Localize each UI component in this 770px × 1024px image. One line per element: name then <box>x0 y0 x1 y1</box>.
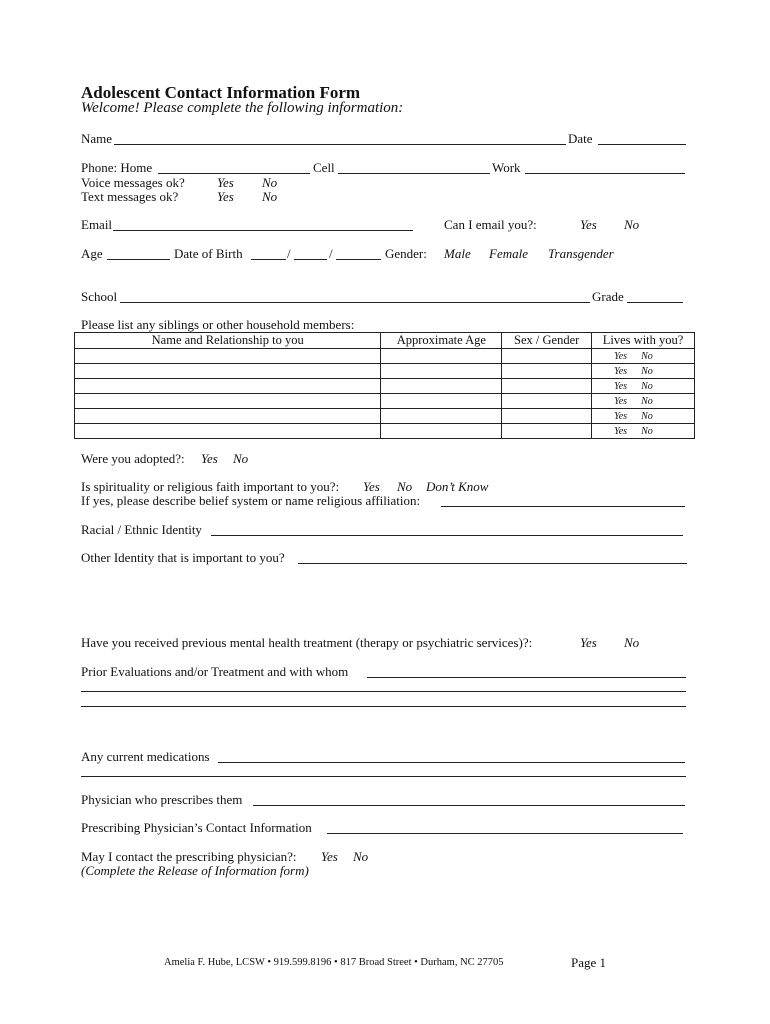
email-no-option[interactable]: No <box>624 217 640 232</box>
form-title: Adolescent Contact Information Form <box>81 83 361 102</box>
other-identity-label: Other Identity that is important to you? <box>81 550 285 565</box>
work-field[interactable] <box>525 173 685 174</box>
grade-field[interactable] <box>627 302 683 303</box>
ethnic-identity-label: Racial / Ethnic Identity <box>81 522 202 537</box>
header-lives-with: Lives with you? <box>592 333 695 349</box>
spirituality-label: Is spirituality or religious faith important to you?: <box>81 479 340 494</box>
adopted-yes-option[interactable]: Yes <box>201 451 218 466</box>
prior-eval-field[interactable] <box>367 677 686 678</box>
text-yes-option[interactable]: Yes <box>217 189 234 204</box>
age-label: Age <box>81 246 103 261</box>
table-row <box>75 394 695 409</box>
spirituality-dont-know-option[interactable]: Don’t Know <box>426 479 489 494</box>
sex-gender-cell[interactable] <box>502 349 592 364</box>
lives-with-yes-option[interactable]: Yes <box>614 425 628 437</box>
sex-gender-cell[interactable] <box>502 424 592 439</box>
table-row <box>75 379 695 394</box>
page-number: Page 1 <box>571 955 607 970</box>
voice-ok-label: Voice messages ok? <box>81 175 185 190</box>
table-row <box>75 409 695 424</box>
footer-contact: Amelia F. Hube, LCSW • 919.599.8196 • 817 Broad Street • Durham, NC 27705 <box>164 957 504 968</box>
lives-with-yes-option[interactable]: Yes <box>614 365 628 377</box>
ethnic-identity-field[interactable] <box>211 535 683 536</box>
dob-slash: / <box>287 246 291 261</box>
can-email-label: Can I email you?: <box>444 217 537 232</box>
form-subtitle: Welcome! Please complete the following information: <box>81 100 404 116</box>
lives-with-cell <box>592 349 695 364</box>
dob-slash: / <box>329 246 333 261</box>
mental-health-label: Have you received previous mental health treatment (therapy or psychiatric services)?: <box>81 635 533 650</box>
approx-age-cell[interactable] <box>381 364 502 379</box>
table-header-row <box>75 333 695 349</box>
school-field[interactable] <box>120 302 590 303</box>
voice-no-option[interactable]: No <box>262 175 278 190</box>
lives-with-cell <box>592 364 695 379</box>
cell-label: Cell <box>313 160 335 175</box>
lives-with-no-option[interactable]: No <box>641 395 653 407</box>
other-identity-field[interactable] <box>298 563 687 564</box>
approx-age-cell[interactable] <box>381 394 502 409</box>
text-ok-label: Text messages ok? <box>81 189 179 204</box>
may-contact-label: May I contact the prescribing physician?: <box>81 849 297 864</box>
prior-eval-line-3[interactable] <box>81 706 686 707</box>
name-relationship-cell[interactable] <box>75 379 381 394</box>
mental-health-yes-option[interactable]: Yes <box>580 635 597 650</box>
may-contact-no-option[interactable]: No <box>353 849 369 864</box>
gender-female-option[interactable]: Female <box>489 246 528 261</box>
prior-eval-label: Prior Evaluations and/or Treatment and with whom <box>81 664 349 679</box>
lives-with-yes-option[interactable]: Yes <box>614 410 628 422</box>
age-field[interactable] <box>107 259 170 260</box>
approx-age-cell[interactable] <box>381 409 502 424</box>
lives-with-no-option[interactable]: No <box>641 425 653 437</box>
gender-transgender-option[interactable]: Transgender <box>548 246 614 261</box>
work-label: Work <box>492 160 521 175</box>
header-sex-gender: Sex / Gender <box>502 333 592 349</box>
cell-field[interactable] <box>338 173 490 174</box>
name-relationship-cell[interactable] <box>75 424 381 439</box>
lives-with-cell <box>592 394 695 409</box>
physician-contact-field[interactable] <box>327 833 683 834</box>
sex-gender-cell[interactable] <box>502 394 592 409</box>
approx-age-cell[interactable] <box>381 424 502 439</box>
lives-with-yes-option[interactable]: Yes <box>614 380 628 392</box>
sex-gender-cell[interactable] <box>502 379 592 394</box>
header-name-relationship: Name and Relationship to you <box>75 333 381 349</box>
physician-label: Physician who prescribes them <box>81 792 243 807</box>
medications-line-2[interactable] <box>81 776 686 777</box>
dob-year-field[interactable] <box>336 259 381 260</box>
may-contact-yes-option[interactable]: Yes <box>321 849 338 864</box>
name-field[interactable] <box>114 144 566 145</box>
lives-with-no-option[interactable]: No <box>641 380 653 392</box>
lives-with-no-option[interactable]: No <box>641 410 653 422</box>
lives-with-yes-option[interactable]: Yes <box>614 350 628 362</box>
date-label: Date <box>568 131 593 146</box>
gender-male-option[interactable]: Male <box>444 246 471 261</box>
siblings-prompt: Please list any siblings or other household members: <box>81 317 355 332</box>
email-label: Email <box>81 217 113 232</box>
belief-label: If yes, please describe belief system or name religious affiliation: <box>81 493 421 508</box>
sex-gender-cell[interactable] <box>502 409 592 424</box>
name-label: Name <box>81 131 113 146</box>
date-field[interactable] <box>598 144 686 145</box>
school-label: School <box>81 289 118 304</box>
physician-field[interactable] <box>253 805 685 806</box>
mental-health-no-option[interactable]: No <box>624 635 640 650</box>
voice-yes-option[interactable]: Yes <box>217 175 234 190</box>
lives-with-no-option[interactable]: No <box>641 350 653 362</box>
lives-with-yes-option[interactable]: Yes <box>614 395 628 407</box>
gender-label: Gender: <box>385 246 427 261</box>
belief-field[interactable] <box>441 506 685 507</box>
sex-gender-cell[interactable] <box>502 364 592 379</box>
approx-age-cell[interactable] <box>381 379 502 394</box>
approx-age-cell[interactable] <box>381 349 502 364</box>
dob-day-field[interactable] <box>294 259 327 260</box>
prior-eval-line-2[interactable] <box>81 691 686 692</box>
adopted-no-option[interactable]: No <box>233 451 249 466</box>
lives-with-no-option[interactable]: No <box>641 365 653 377</box>
table-row <box>75 424 695 439</box>
release-note: (Complete the Release of Information form) <box>81 863 309 878</box>
spirituality-yes-option[interactable]: Yes <box>363 479 380 494</box>
phone-home-field[interactable] <box>158 173 310 174</box>
name-relationship-cell[interactable] <box>75 409 381 424</box>
adopted-label: Were you adopted?: <box>81 451 185 466</box>
text-no-option[interactable]: No <box>262 189 278 204</box>
spirituality-no-option[interactable]: No <box>397 479 413 494</box>
name-relationship-cell[interactable] <box>75 349 381 364</box>
siblings-table <box>74 332 695 439</box>
phone-home-label: Phone: Home <box>81 160 153 175</box>
name-relationship-cell[interactable] <box>75 364 381 379</box>
table-row <box>75 349 695 364</box>
lives-with-cell <box>592 379 695 394</box>
header-approx-age: Approximate Age <box>381 333 502 349</box>
lives-with-cell <box>592 424 695 439</box>
grade-label: Grade <box>592 289 624 304</box>
email-field[interactable] <box>113 230 413 231</box>
email-yes-option[interactable]: Yes <box>580 217 597 232</box>
physician-contact-label: Prescribing Physician’s Contact Information <box>81 820 312 835</box>
medications-label: Any current medications <box>81 749 210 764</box>
name-relationship-cell[interactable] <box>75 394 381 409</box>
dob-label: Date of Birth <box>174 246 243 261</box>
table-row <box>75 364 695 379</box>
lives-with-cell <box>592 409 695 424</box>
medications-field[interactable] <box>218 762 685 763</box>
dob-month-field[interactable] <box>251 259 286 260</box>
